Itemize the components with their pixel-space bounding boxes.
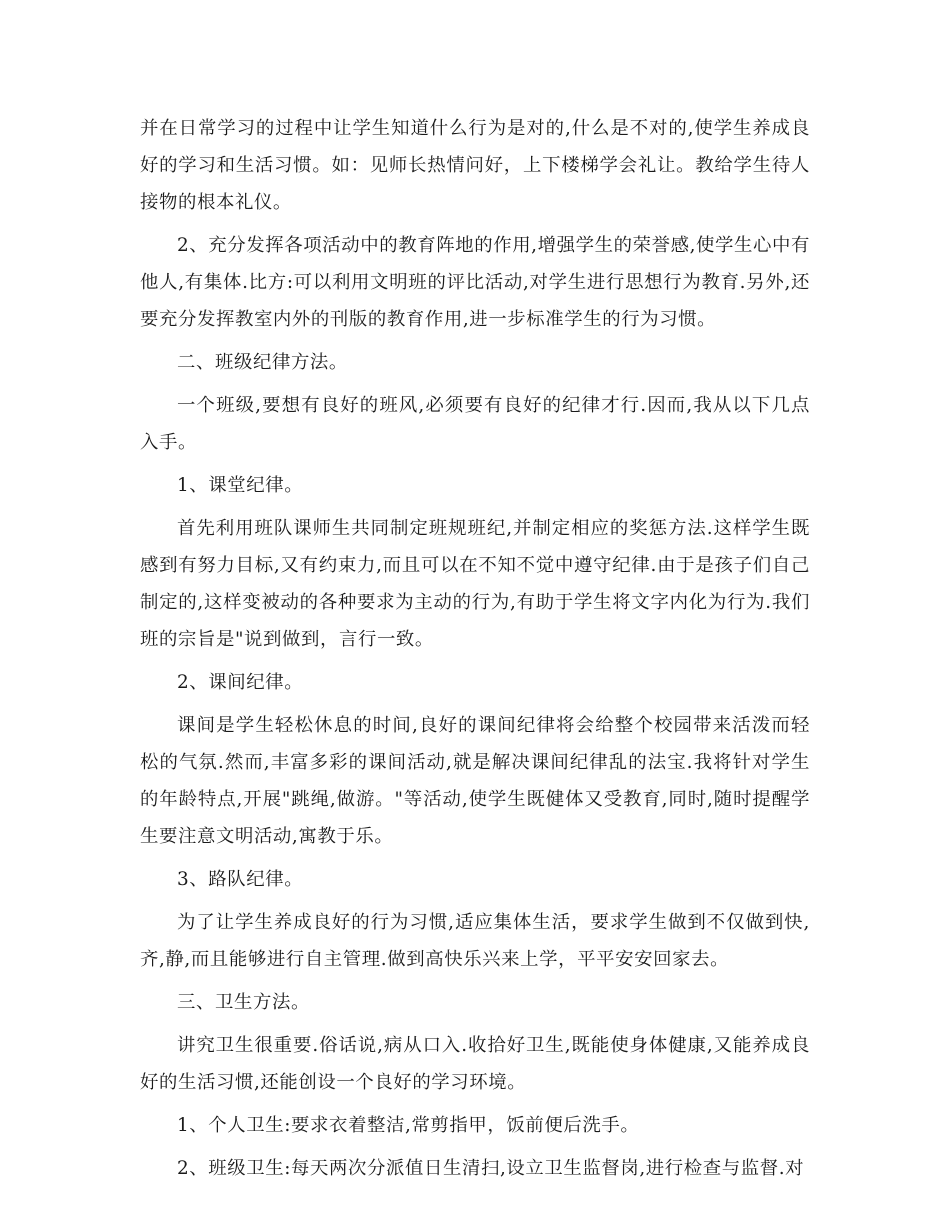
- document-body: [140, 110, 810, 1193]
- paragraph: 课间是学生轻松休息的时间,良好的课间纪律将会给整个校园带来活泼而轻松的气氛.然而,丰富多彩的课间活动,就是解决课间纪律乱的法宝.我将针对学生的年龄特点,开展"跳绳,做游。"等活动,使学生既健体又受教育,同时,随时提醒学生要注意文明活动,寓教于乐。: [140, 715, 810, 847]
- section-heading: 二、班级纪律方法。: [177, 352, 348, 373]
- paragraph: 为了让学生养成良好的行为习惯,适应集体生活，要求学生做到不仅做到快,齐,静,而且能够进行自主管理.做到高快乐兴来上学，平平安安回家去。: [140, 912, 810, 970]
- subsection-heading: 3、路队纪律。: [177, 869, 304, 890]
- paragraph: 讲究卫生很重要.俗话说,病从口入.收拾好卫生,既能使身体健康,又能养成良好的生活习惯,还能创设一个良好的学习环境。: [140, 1035, 810, 1093]
- paragraph: 2、充分发挥各项活动中的教育阵地的作用,增强学生的荣誉感,使学生心中有他人,有集体.比方:可以利用文明班的评比活动,对学生进行思想行为教育.另外,还要充分发挥教室内外的刊版的教育作用,进一步标准学生的行为习惯。: [140, 235, 810, 330]
- paragraph: 2、班级卫生:每天两次分派值日生清扫,设立卫生监督岗,进行检查与监督.对: [177, 1158, 805, 1179]
- subsection-heading: 1、课堂纪律。: [177, 475, 304, 496]
- paragraph: 1、个人卫生:要求衣着整洁,常剪指甲，饭前便后洗手。: [177, 1115, 640, 1136]
- paragraph: 并在日常学习的过程中让学生知道什么行为是对的,什么是不对的,使学生养成良好的学习和生活习惯。如：见师长热情问好，上下楼梯学会礼让。教给学生待人接物的根本礼仪。: [140, 118, 810, 213]
- subsection-heading: 2、课间纪律。: [177, 672, 304, 693]
- paragraph: 首先利用班队课师生共同制定班规班纪,并制定相应的奖惩方法.这样学生既感到有努力目标,又有约束力,而且可以在不知不觉中遵守纪律.由于是孩子们自己制定的,这样变被动的各种要求为主动的行为,有助于学生将文字内化为行为.我们班的宗旨是"说到做到，言行一致。: [140, 518, 810, 650]
- paragraph: 一个班级,要想有良好的班风,必须要有良好的纪律才行.因而,我从以下几点入手。: [140, 395, 810, 453]
- section-heading: 三、卫生方法。: [177, 992, 310, 1013]
